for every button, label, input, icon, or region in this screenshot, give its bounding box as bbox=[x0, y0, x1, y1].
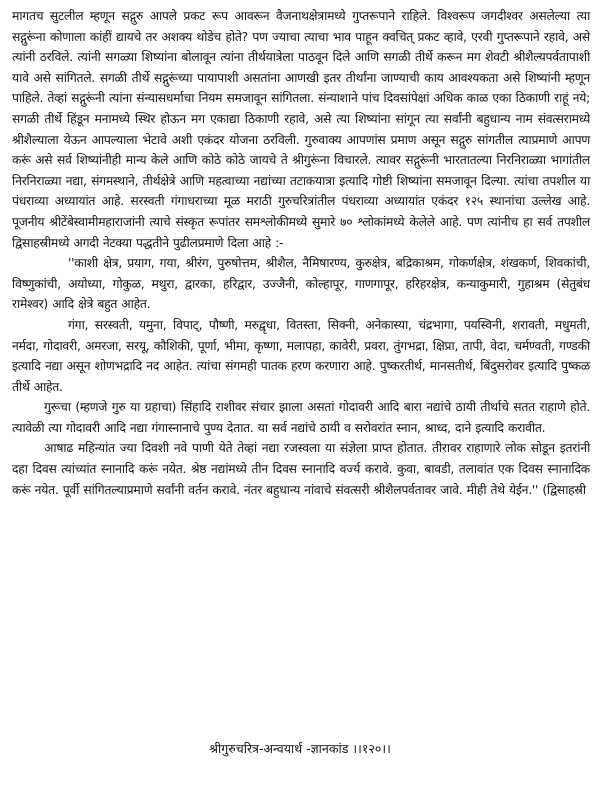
page-footer: श्रीगुरुचरित्र-अन्वयार्थ -ज्ञानकांड ।।१२०।। bbox=[209, 741, 391, 756]
paragraph-guru-transit: गुरूचा (म्हणजे गुरु या ग्रहाचा) सिंहादि राशीवर संचार झाला असतां गोदावरी आदि बारा नद्यांचे ठायी तीर्थाचे सतत राहाणे होते. त्यावेळी त्या गोदावरी आदि नद्या गंगास्नानाचे पुण्य देतात. या सर्व नद्यांचे ठायी व सरोवरांत स्नान, श्राध्द, दाने इत्यादि करावीत. bbox=[12, 400, 590, 435]
page-body bbox=[12, 6, 590, 500]
paragraph-kshetra-list: ''काशी क्षेत्र, प्रयाग, गया, श्रीरंग, पुरुषोत्तम, श्रीशैल, नैमिषारण्य, कुरुक्षेत्र, बद्रिकाश्रम, गोकर्णक्षेत्र, शंखकर्ण, शिवकांची, विष्णुकांची, अयोध्या, गोकुळ, मथुरा, द्वारका, हरिद्वार, उज्जैनी, कोल्हापूर, गाणगापूर, हरिहरक्षेत्र, कन्याकुमारी, गुहाश्रम (सेतुबंध रामेश्वर) आदि क्षेत्रे बहुत आहेत. bbox=[12, 256, 590, 312]
paragraph-ashadh: आषाढ महिन्यांत ज्या दिवशी नवे पाणी येते तेव्हां नद्या रजस्वला या संज्ञेला प्राप्त होतात. तीरावर राहाणारे लोक सोडून इतरांनी दहा दिवस त्यांच्यांत स्नानादि करूं नयेत. श्रेष्ठ नद्यांमध्ये तीन दिवस स्नानादि वर्ज्य करावे. कुवा, बावडी, तलावांत एक दिवस स्नानादिक करूं नयेत. पूर्वी सांगितल्याप्रमाणे सर्वांनी वर्तन करावे. नंतर बहुधान्य नांवाचे संवत्सरी श्रीशैलपर्वतावर जावे. मीही तेथे येईन.'' (द्विसाहस्री bbox=[12, 441, 590, 497]
paragraph-intro: मागतच सुटलील म्हणून सद्गुरु आपले प्रकट रूप आवरून वैजनाथक्षेत्रामध्ये गुप्तरूपाने राहिले. विश्वरूप जगदीश्वर असलेल्या त्या सद्गुरूंना कोणाला कांहीं द्यायचे तर अशक्य थोडेच होते? पण ज्याचा त्याचा भाव पाहून क्वचित् प्रकट व्हावे, एरवी गुप्तरूपाने रहावे, असे त्यांनी ठरविले. त्यांनी सगळ्या शिष्यांना बोलावून त्यांना तीर्थयात्रेला पाठवून दिले आणि सगळी तीर्थे करून मग शेवटी श्रीशैल्यपर्वतापाशी यावे असे सांगितले. सगळी तीर्थे सद्गुरूंच्या पायापाशी असतांना आणखी इतर तीर्थांना जाण्याची काय आवश्यकता असे शिष्यांनी म्हणून पाहिले. तेव्हां सद्गुरूंनी त्यांना संन्यासधर्माचा नियम समजावून सांगितला. संन्याशाने पांच दिवसांपेक्षां अधिक काळ एका ठिकाणी राहूं नये; सगळी तीर्थे हिंडून मनामध्ये स्थिर होऊन मग एकाद्या ठिकाणी रहावे, असे त्या शिष्यांना सांगून त्या सर्वांनी बहुधान्य नाम संवत्सरामध्ये श्रीशैल्याला येऊन आपल्याला भेटावे अशी एकंदर योजना ठरविली. गुरुवाक्य आपणांस प्रमाण असून सद्गुरु सांगतील त्याप्रमाणे आपण करूं असे सर्व शिष्यांनीही मान्य केले आणि कोठे कोठे जायचे ते श्रीगुरूंना विचारले. त्यावर सद्गुरूंनी भारतातल्या निरनिराळ्या भागांतील निरनिराळ्या नद्या, संगमस्थाने, तीर्थक्षेत्रे आणि महत्वाच्या नद्यांच्या तटाकयात्रा इत्यादि गोष्टी शिष्यांना समजावून दिल्या. त्यांचा तपशील या पंधराव्या अध्यायांत आहे. सरस्वती गंगाधराच्या मूळ मराठी गुरुचरित्रांतील पंधराव्या अध्यायांत एकंदर १२५ स्थानांचा उल्लेख आहे. पूजनीय श्रीटेंबेस्वामीमहाराजांनी त्याचे संस्कृत रूपांतर समश्लोकीमध्ये सुमारे ७० श्लोकांमध्ये केलेले आहे. पण त्यांनीच हा सर्व तपशील द्विसाहस्रीमध्ये अगदी नेटक्या पद्धतीने पुढीलप्रमाणे दिला आहे :- bbox=[12, 9, 590, 250]
paragraph-river-list: गंगा, सरस्वती, यमुना, विपाट्, पौष्णी, मरुद्वृधा, वितस्ता, सिक्नी, अनेकास्या, चंद्रभागा, पयस्विनी, शरावती, मधुमती, नर्मदा, गोदावरी, अमरजा, सरयू, कौशिकी, पूर्णा, भीमा, कृष्णा, मलापहा, कावेरी, प्रवरा, तुंगभद्रा, क्षिप्रा, तापी, वेदा, चर्मण्वती, गण्डकी इत्यादि नद्या असून शोणभद्रादि नद आहेत. त्यांचा संगमही पातक हरण करणारा आहे. पुष्करतीर्थ, मानसतीर्थ, बिंदुसरोवर इत्यादि पुष्कळ तीर्थे आहेत. bbox=[12, 317, 590, 394]
